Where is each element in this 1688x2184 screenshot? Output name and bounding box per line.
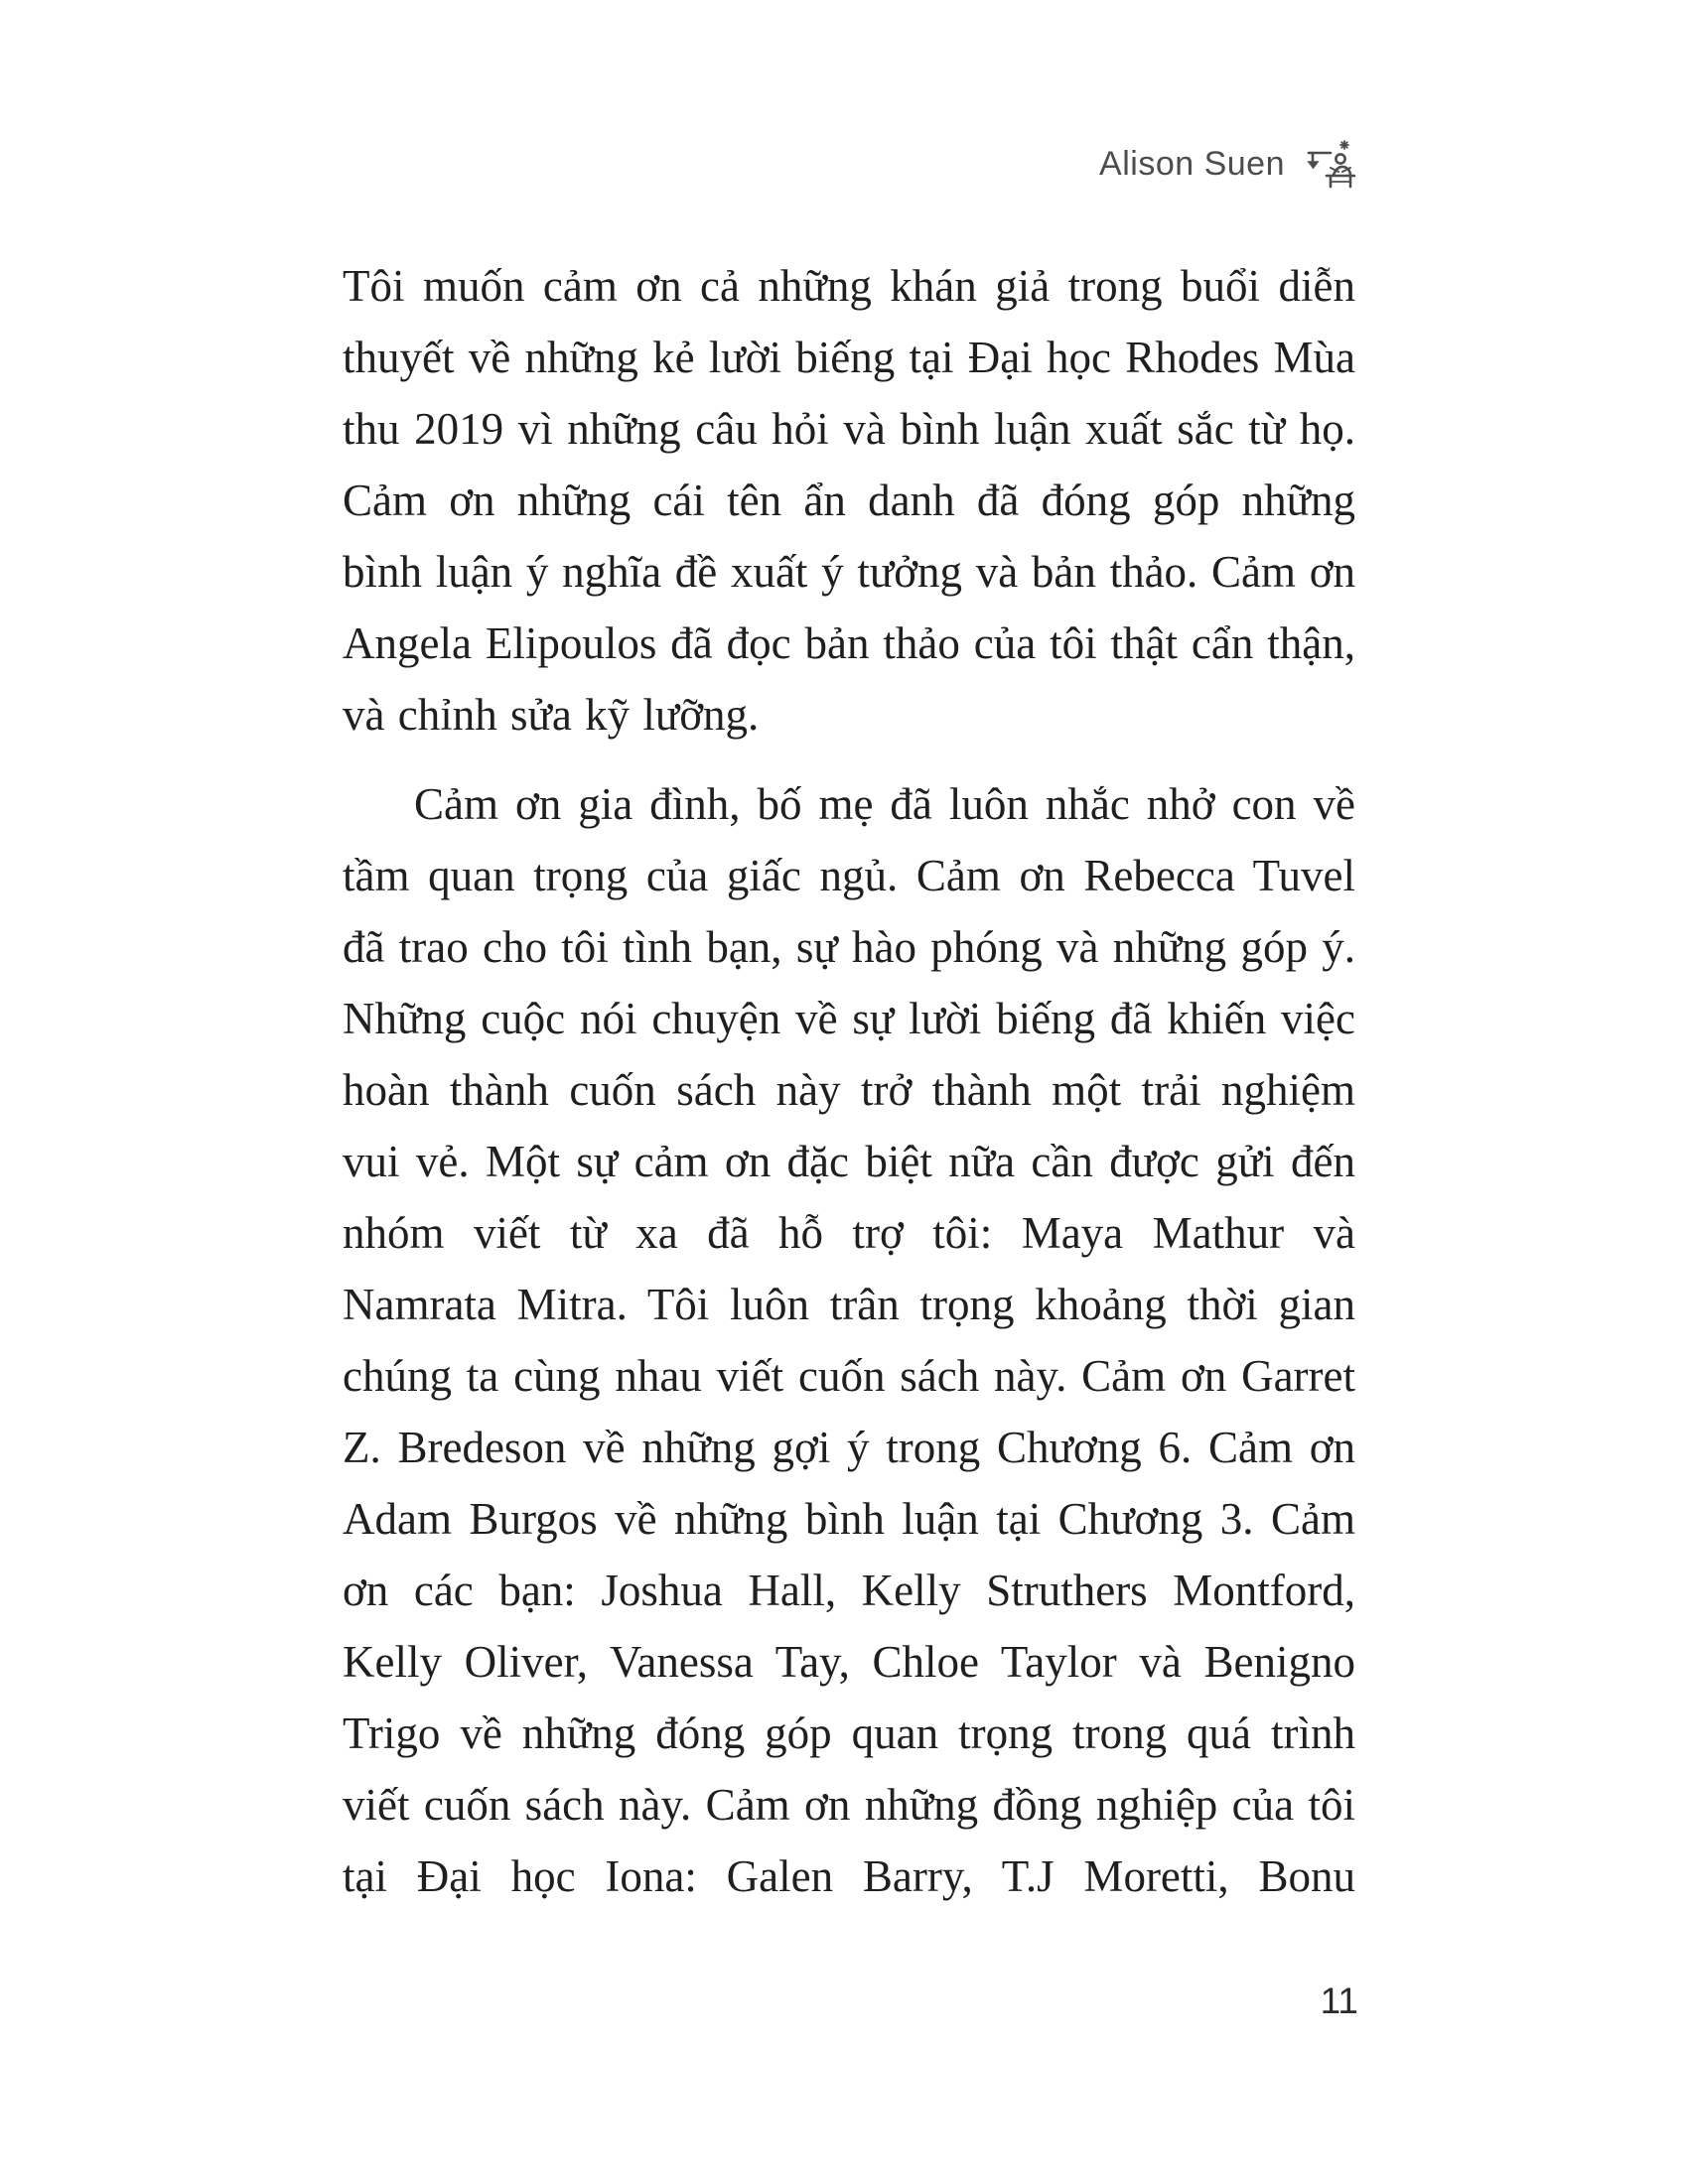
running-header-author: Alison Suen bbox=[1099, 144, 1285, 183]
page-footer bbox=[1321, 1980, 1358, 2022]
paragraph-acknowledgements-2: Cảm ơn gia đình, bố mẹ đã luôn nhắc nhở con về tầm quan trọng của giấc ngủ. Cảm ơn Rebecca Tuvel đã trao cho tôi tình bạn, sự hào phóng và những góp ý. Những cuộc nói chuyện về sự lười biếng đã khiến việc hoàn thành cuốn sách này trở thành một trải nghiệm vui vẻ. Một sự cảm ơn đặc biệt nữa cần được gửi đến nhóm viết từ xa đã hỗ trợ tôi: Maya Mathur và Namrata Mitra. Tôi luôn trân trọng khoảng thời gian chúng ta cùng nhau viết cuốn sách này. Cảm ơn Garret Z. Bredeson về những gợi ý trong Chương 6. Cảm ơn Adam Burgos về những bình luận tại Chương 3. Cảm ơn các bạn: Joshua Hall, Kelly Struthers Montford, Kelly Oliver, Vanessa Tay, Chloe Taylor và Benigno Trigo về những đóng góp quan trọng trong quá trình viết cuốn sách này. Cảm ơn những đồng nghiệp của tôi tại Đại học Iona: Galen Barry, T.J Moretti, Bonu bbox=[343, 779, 1355, 1901]
page-number: 11 bbox=[1320, 1980, 1358, 2021]
publisher-logo-icon bbox=[1301, 135, 1358, 193]
running-header bbox=[1099, 135, 1358, 193]
paragraph-acknowledgements-1: Tôi muốn cảm ơn cả những khán giả trong buổi diễn thuyết về những kẻ lười biếng tại Đại học Rhodes Mùa thu 2019 vì những câu hỏi và bình luận xuất sắc từ họ. Cảm ơn những cái tên ẩn danh đã đóng góp những bình luận ý nghĩa đề xuất ý tưởng và bản thảo. Cảm ơn Angela Elipoulos đã đọc bản thảo của tôi thật cẩn thận, và chỉnh sửa kỹ lưỡng. bbox=[343, 261, 1355, 740]
page-body bbox=[343, 250, 1355, 1912]
